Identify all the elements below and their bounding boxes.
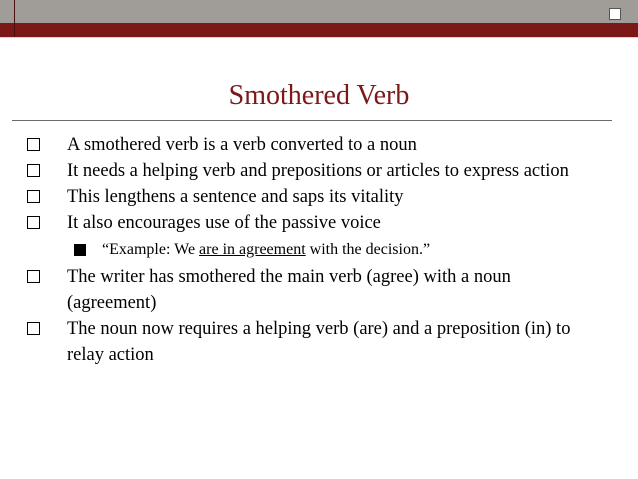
- bullet-text: The writer has smothered the main verb (agree) with a noun (agreement): [67, 267, 511, 313]
- bullet-item: [0, 316, 638, 368]
- hollow-square-icon: [27, 164, 40, 177]
- header-square-icon: [609, 8, 621, 20]
- bullet-text: This lengthens a sentence and saps its vitality: [67, 187, 404, 207]
- filled-square-icon: [74, 244, 86, 256]
- title-divider: [12, 120, 612, 121]
- bullet-item: [0, 184, 638, 210]
- header-red-bar: [0, 23, 638, 37]
- hollow-square-icon: [27, 270, 40, 283]
- header-band: [0, 0, 638, 40]
- sub-bullet-text-before: “Example: We: [102, 241, 200, 258]
- bullet-item: [0, 158, 638, 184]
- bullet-item: [0, 132, 638, 158]
- bullet-list: [0, 132, 638, 368]
- hollow-square-icon: [27, 138, 40, 151]
- bullet-item: [0, 210, 638, 236]
- bullet-text: It also encourages use of the passive voice: [67, 213, 381, 233]
- bullet-text: The noun now requires a helping verb (are) and a preposition (in) to relay action: [67, 319, 571, 365]
- sub-bullet-item: [0, 238, 638, 262]
- sub-bullet-underlined-phrase: are in agreement: [199, 241, 306, 258]
- header-gray-bar: [0, 0, 638, 23]
- header-vertical-line: [14, 0, 15, 37]
- hollow-square-icon: [27, 216, 40, 229]
- hollow-square-icon: [27, 322, 40, 335]
- sub-bullet-text-after: with the decision.”: [305, 241, 431, 258]
- hollow-square-icon: [27, 190, 40, 203]
- bullet-item: [0, 264, 638, 316]
- slide-title: Smothered Verb: [228, 80, 410, 111]
- bullet-text: It needs a helping verb and prepositions or articles to express action: [67, 161, 569, 181]
- header-bottom-line: [0, 37, 638, 38]
- bullet-text: A smothered verb is a verb converted to a noun: [67, 135, 417, 155]
